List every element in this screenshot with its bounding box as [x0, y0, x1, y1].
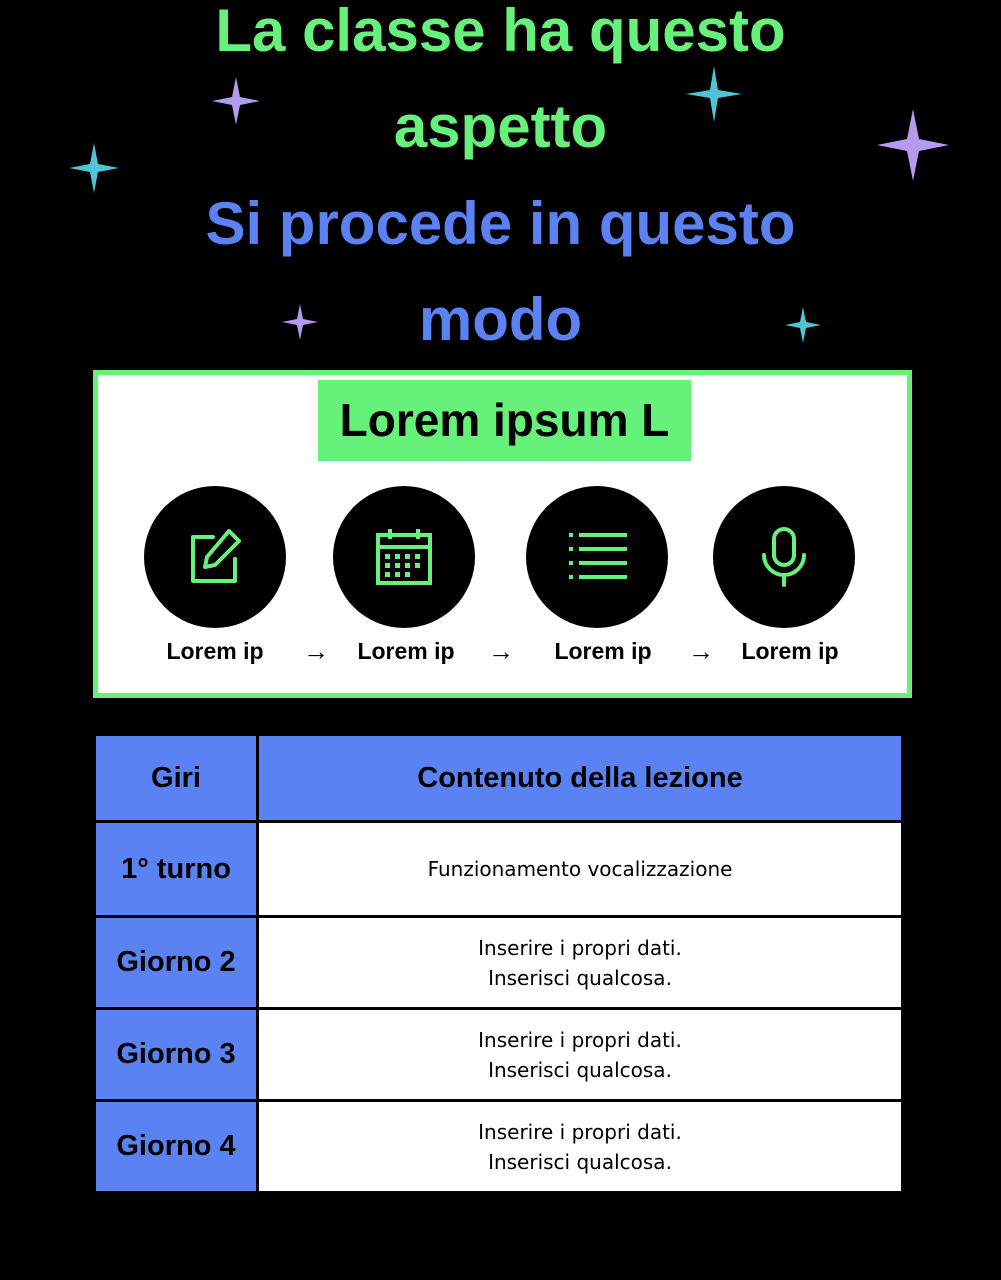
step-4-circle: [713, 486, 855, 628]
lesson-schedule-table: [93, 733, 904, 1194]
content-cell: [258, 1101, 903, 1193]
page-subtitle-line-1: Si procede in questo: [205, 190, 796, 257]
step-1-circle: [144, 486, 286, 628]
column-header-rounds: Giri: [95, 735, 258, 822]
step-3-circle: [526, 486, 668, 628]
list-icon: [565, 525, 629, 589]
content-cell: [258, 917, 903, 1009]
round-cell: 1° turno: [95, 822, 258, 917]
step-2-label: Lorem ip: [357, 638, 455, 664]
microphone-icon: [752, 525, 816, 589]
page-subtitle-line-2: modo: [418, 286, 583, 353]
content-line: Inserire i propri dati.: [478, 1119, 682, 1144]
table-row: [95, 1101, 903, 1193]
table-row: [95, 822, 903, 917]
content-cell: [258, 1009, 903, 1101]
content-line: Inserisci qualcosa.: [488, 1149, 672, 1174]
content-line: Inserire i propri dati.: [478, 1027, 682, 1052]
process-card: [93, 370, 912, 698]
round-cell: Giorno 3: [95, 1009, 258, 1101]
page-title-line-1: La classe ha questo: [215, 0, 786, 64]
arrow-right-icon: →: [688, 636, 714, 666]
calendar-icon: [372, 525, 436, 589]
table-row: [95, 917, 903, 1009]
page-subtitle: [0, 176, 1001, 368]
arrow-right-icon: →: [303, 636, 329, 666]
edit-icon: [183, 525, 247, 589]
content-line: Funzionamento vocalizzazione: [427, 857, 733, 881]
content-cell: [258, 822, 903, 917]
table-row: [95, 1009, 903, 1101]
content-line: Inserisci qualcosa.: [488, 965, 672, 990]
content-line: Inserire i propri dati.: [478, 935, 682, 960]
step-3-label: Lorem ip: [554, 638, 652, 664]
arrow-right-icon: →: [488, 636, 514, 666]
content-line: Inserisci qualcosa.: [488, 1057, 672, 1082]
step-1-label: Lorem ip: [166, 638, 264, 664]
step-2-circle: [333, 486, 475, 628]
page-title-line-2: aspetto: [393, 93, 608, 160]
round-cell: Giorno 4: [95, 1101, 258, 1193]
page-title: [0, 0, 1001, 175]
process-heading: Lorem ipsum L: [318, 380, 691, 461]
step-4-label: Lorem ip: [741, 638, 839, 664]
table-header-row: [95, 735, 903, 822]
column-header-content: Contenuto della lezione: [258, 735, 903, 822]
round-cell: Giorno 2: [95, 917, 258, 1009]
